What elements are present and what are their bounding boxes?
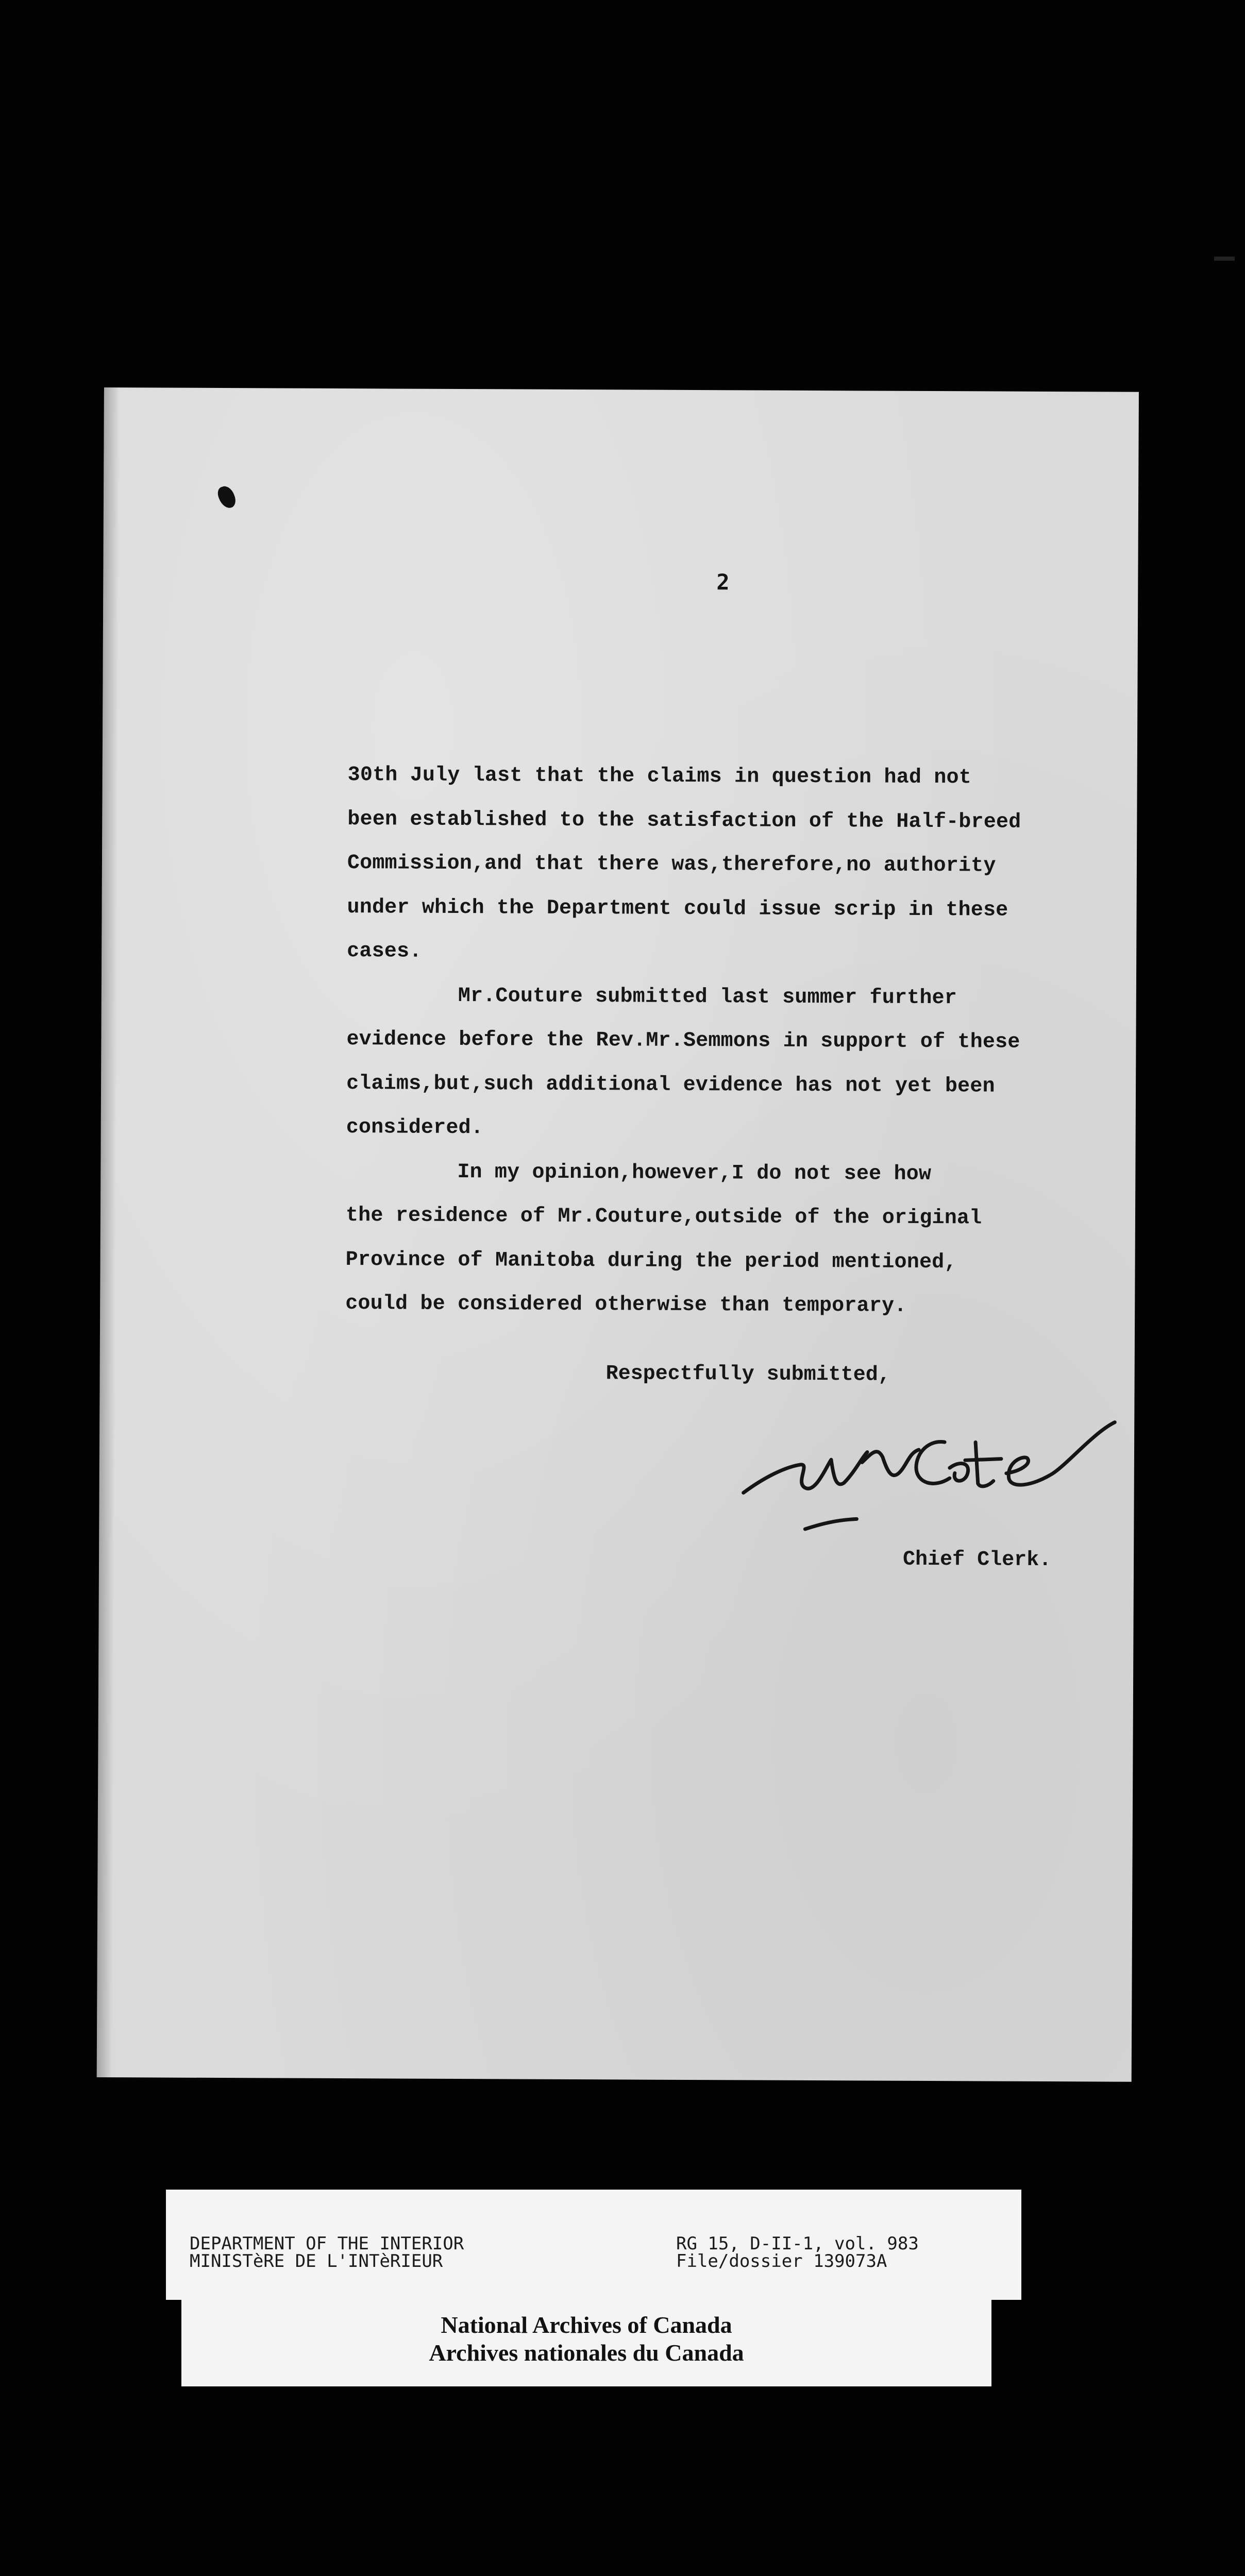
archive-label bbox=[181, 2291, 991, 2386]
department-names bbox=[190, 2235, 464, 2270]
signer-title: Chief Clerk. bbox=[902, 1548, 1052, 1572]
body-line: Province of Manitoba during the period mentioned, bbox=[345, 1248, 957, 1274]
body-line: under which the Department could issue scrip in these bbox=[347, 895, 1008, 922]
series-reference: RG 15, D-II-1, vol. 983 bbox=[676, 2233, 919, 2254]
body-line: Mr.Couture submitted last summer further bbox=[458, 984, 957, 1010]
document-page bbox=[97, 387, 1139, 2082]
body-line: 30th July last that the claims in question had not bbox=[347, 764, 972, 790]
letter-body bbox=[345, 753, 1121, 1329]
body-line: claims,but,such additional evidence has not yet been bbox=[346, 1072, 995, 1098]
page-number: 2 bbox=[716, 569, 730, 595]
closing-salutation: Respectfully submitted, bbox=[605, 1362, 890, 1387]
body-line: Commission,and that there was,therefore,no authority bbox=[347, 852, 996, 878]
file-number: File/dossier 139073A bbox=[676, 2251, 887, 2272]
department-fr: MINISTèRE DE L'INTèRIEUR bbox=[190, 2251, 443, 2272]
body-line: could be considered otherwise than temporary. bbox=[345, 1292, 907, 1318]
body-line: cases. bbox=[347, 940, 422, 963]
ink-blot bbox=[216, 484, 238, 511]
archive-name-fr: Archives nationales du Canada bbox=[429, 2340, 744, 2366]
file-reference bbox=[676, 2235, 919, 2270]
edge-mark bbox=[1214, 257, 1235, 261]
archive-name-en: National Archives of Canada bbox=[441, 2312, 732, 2338]
body-line: evidence before the Rev.Mr.Semmons in support of these bbox=[346, 1028, 1020, 1054]
handwritten-signature bbox=[733, 1410, 1125, 1546]
department-en: DEPARTMENT OF THE INTERIOR bbox=[190, 2233, 464, 2254]
body-line: been established to the satisfaction of the Half-breed bbox=[347, 807, 1021, 834]
body-line: considered. bbox=[346, 1116, 484, 1140]
reference-label bbox=[166, 2190, 1021, 2300]
body-line: In my opinion,however,I do not see how bbox=[457, 1160, 932, 1186]
body-line: the residence of Mr.Couture,outside of the original bbox=[345, 1204, 982, 1230]
